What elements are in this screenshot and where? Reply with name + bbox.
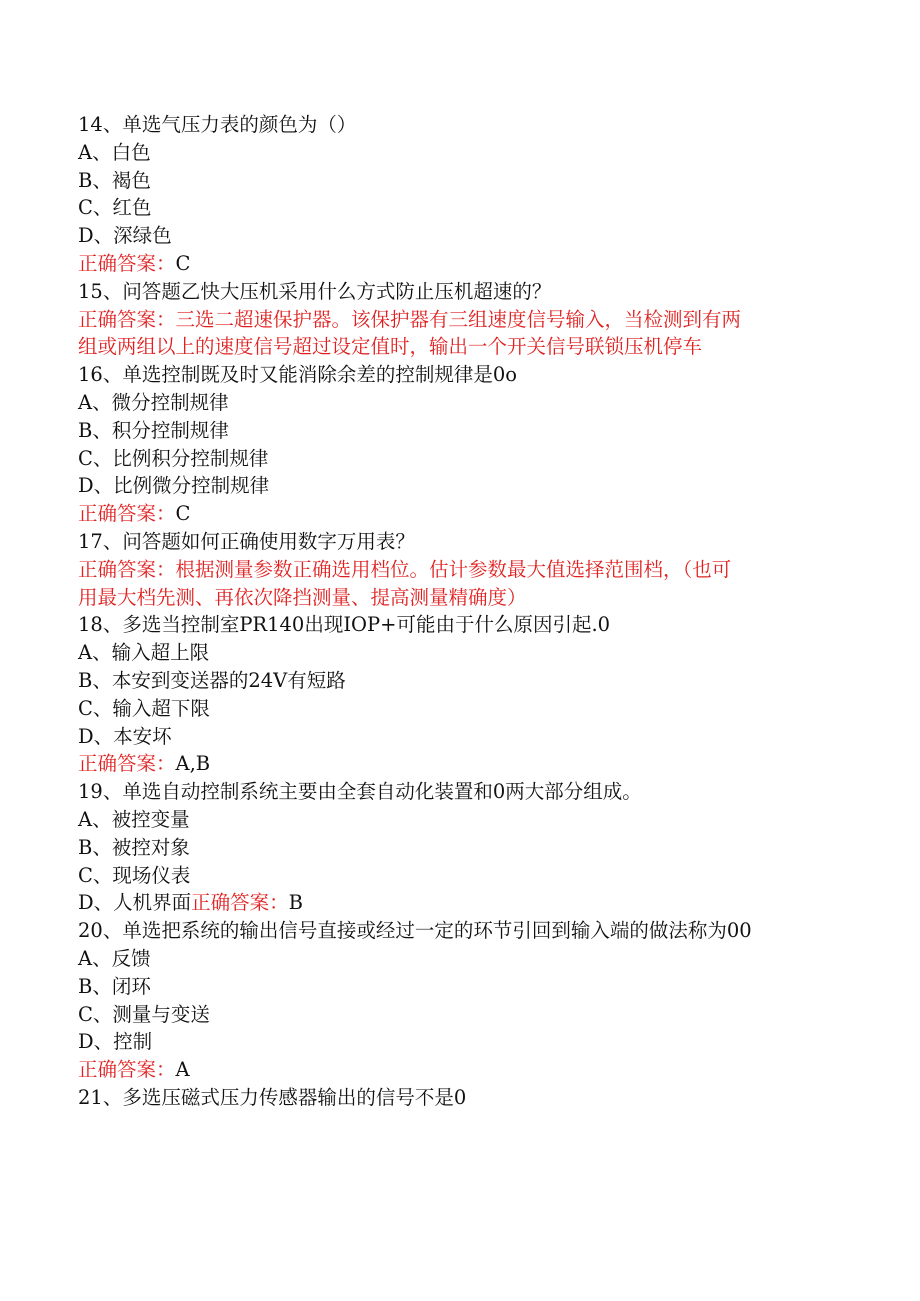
answer-value: B: [288, 891, 303, 915]
option-a: A、输入超上限: [78, 641, 210, 665]
answer-text-continued: 组或两组以上的速度信号超过设定值时，输出一个开关信号联锁压机停车: [78, 335, 703, 359]
option-a: A、反馈: [78, 946, 151, 970]
option-d: D、比例微分控制规律: [78, 474, 270, 498]
answer-line: [78, 750, 838, 778]
answer-line: [78, 250, 838, 278]
option-b: B、闭环: [78, 974, 151, 998]
question-stem: 19、单选自动控制系统主要由全套自动化装置和0两大部分组成。: [78, 780, 642, 804]
answer-line: [78, 1056, 838, 1084]
answer-text: 根据测量参数正确选用档位。估计参数最大值选择范围档，（也可: [175, 557, 732, 581]
answer-label: 正确答案：: [78, 557, 176, 581]
answer-value: A: [175, 1058, 190, 1082]
question-stem: 18、多选当控制室PR140出现IOP+可能由于什么原因引起.0: [78, 613, 611, 637]
option-b: B、本安到变送器的24V有短路: [78, 668, 346, 692]
answer-line: [78, 500, 838, 528]
option-d: D、人机界面: [78, 891, 192, 915]
answer-label: 正确答案：: [78, 1058, 176, 1082]
exam-document: [78, 111, 838, 1112]
option-b: B、积分控制规律: [78, 418, 229, 442]
option-c: C、比例积分控制规律: [78, 446, 269, 470]
option-d-with-answer: [78, 889, 838, 917]
question-stem: 15、问答题乙快大压机采用什么方式防止压机超速的？: [78, 279, 552, 303]
question-stem: 14、单选气压力表的颜色为（）: [78, 113, 357, 136]
option-a: A、白色: [78, 140, 151, 164]
answer-line: [78, 306, 838, 334]
answer-label: 正确答案：: [78, 251, 176, 275]
answer-text: 三选二超速保护器。该保护器有三组速度信号输入，当检测到有两: [175, 307, 742, 331]
answer-label: 正确答案：: [191, 891, 289, 915]
option-a: A、微分控制规律: [78, 390, 229, 414]
question-stem: 20、单选把系统的输出信号直接或经过一定的环节引回到输入端的做法称为00: [78, 919, 752, 943]
answer-value: C: [175, 502, 191, 526]
option-c: C、输入超下限: [78, 696, 210, 720]
option-c: C、红色: [78, 196, 152, 220]
option-a: A、被控变量: [78, 807, 190, 831]
option-d: D、控制: [78, 1030, 153, 1054]
option-b: B、褐色: [78, 168, 151, 192]
option-c: C、现场仪表: [78, 863, 191, 887]
option-b: B、被控对象: [78, 835, 190, 859]
answer-label: 正确答案：: [78, 307, 176, 331]
option-c: C、测量与变送: [78, 1002, 210, 1026]
question-stem: 17、问答题如何正确使用数字万用表？: [78, 529, 415, 553]
answer-value: A,B: [175, 752, 211, 776]
answer-text-continued: 用最大档先测、再依次降挡测量、提高测量精确度）: [78, 585, 527, 609]
answer-label: 正确答案：: [78, 752, 176, 776]
option-d: D、本安坏: [78, 724, 172, 748]
option-d: D、深绿色: [78, 224, 172, 248]
question-stem: 21、多选压磁式压力传感器输出的信号不是0: [78, 1085, 467, 1109]
question-stem: 16、单选控制既及时又能消除余差的控制规律是0o: [78, 363, 517, 387]
answer-line: [78, 556, 838, 584]
answer-value: C: [175, 251, 191, 275]
answer-label: 正确答案：: [78, 502, 176, 526]
